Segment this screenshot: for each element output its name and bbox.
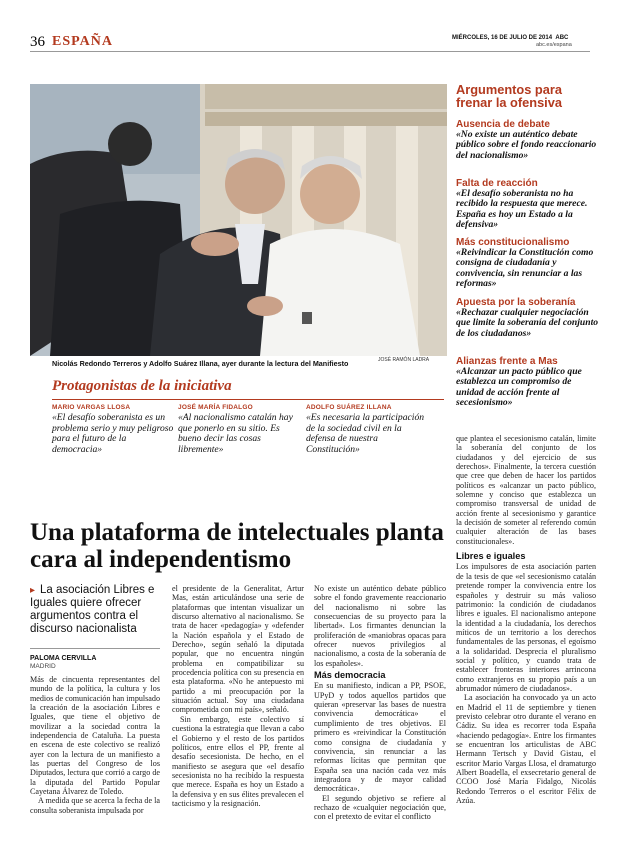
paragraph: Sin embargo, este colectivo sí cuestiona la estrategia que llevan a cabo el Gobierno y el resto de los partidos políticos, entre ellos el PP, frente al desafío secesionista. De hecho, en el manifiesto se asegura que «el desafío secesionista no ha recibido la respuesta que merece. España es hoy un Estado a la defensiva y en sus élites prevalecen el tacticismo y la resignación. — [172, 714, 304, 808]
protagonists-title: Protagonistas de la iniciativa — [52, 378, 232, 394]
dateline — [452, 35, 568, 41]
paragraph: No existe un auténtico debate público sobre el fondo gravemente reaccionario del nacionalismo ni sobre las consecuencias de su proyecto para la libertad». Los firmantes denuncian la proliferación de «maniobras opacas para ofrecer nuevos privilegios al nacionalismo, a costa de la soberanía de los españoles». — [314, 584, 446, 668]
sidebar-title: Argumentos para frenar la ofensiva — [456, 82, 562, 110]
main-photo — [30, 84, 447, 356]
protagonist-quote: «El desafío soberanista es un problema serio y muy peligroso para el futuro de la democracia» — [52, 412, 174, 455]
photo-credit: JOSÉ RAMÓN LADRA — [378, 357, 430, 363]
sidebar-heading: Falta de reacción — [456, 178, 538, 189]
paragraph: Los impulsores de esta asociación parten de la tesis de que «el secesionismo catalán pretende romper la convivencia entre los españoles y destruir su más valioso patrimonio: la condición de ciudadanos libres e iguales. El nacionalismo antepone la identidad a la ciudadanía, los derechos míticos de un territorio a los derechos fundamentales de las personas, el egoísmo a la solidaridad. Desprecia el pluralismo social y político, y cuando trata de establecer fronteras interiores arrincona como extranjeros en su propio país a un abrumador número de ciudadanos». — [456, 562, 596, 693]
sidebar-quote: «Rechazar cualquier negociación que limite la soberanía del conjunto de los ciudadanos» — [456, 307, 599, 339]
paragraph: Más de cincuenta representantes del mundo de la política, la cultura y los medios de comunicación han impulsado la creación de la asociación Libres e Iguales, que tiene el objetivo de movilizar a la sociedad contra la independencia de Cataluña. La puesta en escena de este colectivo se realizó ayer con la lectura de un manifiesto a las puertas del Congreso de los Diputados, lectura que corrió a cargo de la diputada del Partido Popular Cayetana Álvarez de Toledo. — [30, 675, 160, 797]
protagonists-rule — [52, 399, 444, 400]
sidebar-item — [456, 356, 600, 409]
protagonist-quote: «Es necesaria la participación de la sociedad civil en la defensa de nuestra Constitución» — [306, 412, 425, 455]
protagonist-quote: «Al nacionalismo catalán hay que ponerlo en su sitio. Es bueno decir las cosas libremente» — [178, 412, 293, 455]
protagonist-name: JOSÉ MARÍA FIDALGO — [178, 404, 253, 411]
date: MIÉRCOLES, 16 DE JULIO DE 2014 — [452, 35, 553, 41]
paragraph: el presidente de la Generalitat, Artur Mas, están articulándose una serie de plataformas que intentan visualizar un discurso alternativo al nacionalismo. Se trata de hacer «pedagogía» y «defender la Nación española y el Estado de Derecho», según señaló la diputada popular, que no encuentra ningún problema en compatibilizar su procedencia política con su presencia en esta plataforma. «No he antepuesto mi partido a mi preocupación por la situación actual. Soy una ciudadana comprometida con mi país», señaló. — [172, 584, 304, 715]
paragraph: En su manifiesto, indican a PP, PSOE, UPyD y todos aquellos partidos que quieran «preservar las bases de nuestra convivencia democrática» el cumplimiento de tres objetivos. El primero es «reivindicar la Constitución como consigna de ciudadanía y convivencia, sin renunciar a las reformas lícitas que permitan que España sea una nación cada vez más integradora y de mayor calidad democrática». — [314, 681, 446, 794]
paragraph: que plantea el secesionismo catalán, limite la soberanía del conjunto de los ciudadanos y del ejercicio de sus derechos». Finalmente, la tercera cuestión que cree que deben de hacer los partidos políticos es «alcanzar un pacto público, solemne y conciso que establezca un compromiso transversal de unidad de acción frente al secesionismo y garantice la decisión de someter al referendo común cualquier alteración de las bases constitucionales». — [456, 434, 596, 546]
lead-rule — [30, 648, 160, 649]
protagonist-card — [306, 404, 428, 486]
sidebar-item — [456, 297, 600, 339]
subheading: Más democracia — [314, 670, 386, 681]
sidebar-quote: «Alcanzar un pacto público que establezca un compromiso de unidad de acción frente al secesionismo» — [456, 366, 582, 409]
paragraph: La asociación ha convocado ya un acto en Madrid el 11 de septiembre y tienen previsto celebrar otro durante el verano en Cádiz. Su idea es recorrer toda España «haciendo pedagogía». Entre los firmantes se encuentran los articulistas de ABC Hermann Tertsch y David Gistau, el escritor Mario Vargas Llosa, el dramaturgo Albert Boadella, el exsecretario general de CCOO José María Fidalgo, Nicolás Redondo Terreros o el escritor Félix de Azúa. — [456, 693, 596, 806]
photo-caption: Nicolás Redondo Terreros y Adolfo Suárez Illana, ayer durante la lectura del Manifiesto — [52, 359, 349, 368]
sidebar-heading: Alianzas frente a Mas — [456, 356, 558, 367]
arrow-icon: ▸ — [30, 585, 36, 596]
sidebar-quote: «El desafío soberanista no ha recibido la respuesta que merece. España es hoy un Estado a la defensiva» — [456, 188, 588, 231]
sidebar-heading: Ausencia de debate — [456, 119, 550, 130]
author: PALOMA CERVILLA — [30, 655, 97, 662]
lead-text: La asociación Libres e Iguales quiere ofrecer argumentos contra el discurso nacionalista — [30, 584, 155, 635]
protagonist-card — [52, 404, 174, 486]
body-column-4 — [456, 434, 596, 805]
sidebar-heading: Más constitucionalismo — [456, 237, 570, 248]
paragraph: A medida que se acerca la fecha de la consulta soberanista impulsada por — [30, 796, 160, 815]
sidebar-item — [456, 119, 600, 161]
sidebar-quote: «No existe un auténtico debate público sobre el fondo reaccionario del nacionalismo» — [456, 129, 597, 161]
page-number: 36 — [30, 34, 45, 50]
protagonist-name: MARIO VARGAS LLOSA — [52, 404, 131, 411]
photo-illustration — [30, 84, 447, 356]
article-lead — [30, 584, 160, 636]
headline: Una plataforma de intelectuales planta cara al independentismo — [30, 519, 444, 573]
protagonist-card — [178, 404, 300, 486]
sidebar-item — [456, 178, 600, 231]
brand: ABC — [555, 35, 569, 41]
body-column-1 — [30, 675, 160, 815]
site-url: abc.es/espana — [536, 42, 572, 48]
protagonist-name: ADOLFO SUÁREZ ILLANA — [306, 404, 392, 411]
body-column-3 — [314, 584, 446, 822]
subheading: Libres e iguales — [456, 551, 526, 562]
sidebar-item — [456, 237, 600, 290]
sidebar-heading: Apuesta por la soberanía — [456, 297, 576, 308]
section-title: ESPAÑA — [52, 34, 113, 49]
body-column-2 — [172, 584, 304, 808]
sidebar-quote: «Reivindicar la Constitución como consigna de ciudadanía y convivencia, sin renunciar a las reformas» — [456, 247, 594, 290]
paragraph: El segundo objetivo se refiere al rechazo de «cualquier negociación que, con el pretexto de evitar el conflicto — [314, 793, 446, 822]
place: MADRID — [30, 663, 56, 670]
header-rule — [30, 51, 590, 52]
